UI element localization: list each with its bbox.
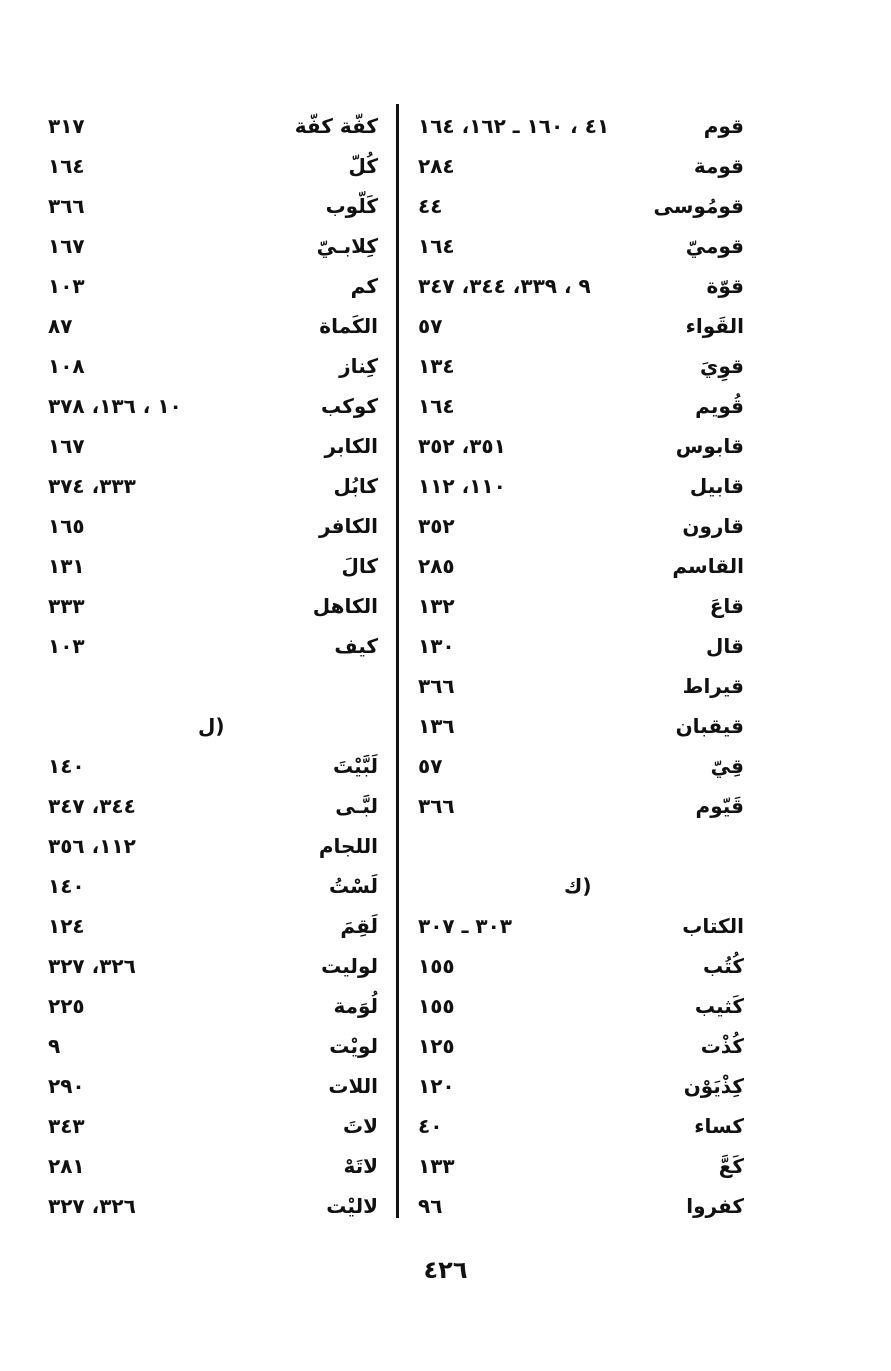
entry-page-refs: ١٥٥ [418,954,455,978]
index-entry [48,426,378,466]
entry-term: قيراط [682,674,744,698]
entry-page-refs: ٨٧ [48,314,73,338]
entry-term: كِلابـيّ [316,234,378,258]
index-entry [418,1066,744,1106]
entry-term: قِيّ [710,754,744,778]
index-entry [48,226,378,266]
entry-page-refs: ٩ ، ٣٣٩، ٣٤٤، ٣٤٧ [418,274,591,298]
index-entry [48,466,378,506]
entry-page-refs: ٤٠ [418,1114,443,1138]
entry-term: قَيّوم [695,794,744,818]
entry-term: كفّة كفّة [294,114,378,138]
index-entry [418,666,744,706]
index-entry [418,546,744,586]
entry-term: لَقِمَ [340,914,378,938]
entry-term: قوميّ [685,234,744,258]
index-entry [48,506,378,546]
entry-term: لويْت [329,1034,378,1058]
index-entry [48,826,378,866]
entry-page-refs: ١٢٠ [418,1074,455,1098]
index-entry [48,1186,378,1226]
entry-page-refs: ٩٦ [418,1194,443,1218]
index-entry [48,346,378,386]
column-divider [396,104,399,1218]
entry-page-refs: ٣٣٣، ٣٧٤ [48,474,136,498]
entry-page-refs: ١٢٤ [48,914,85,938]
entry-page-refs: ١٥٥ [418,994,455,1018]
entry-page-refs: ١٣١ [48,554,85,578]
entry-term: لُوَمة [333,994,378,1018]
entry-term: كَلّوب [325,194,378,218]
entry-page-refs: ١٠٣ [48,274,85,298]
entry-term: قومة [693,154,744,178]
entry-term: القاسم [672,554,744,578]
index-entry [418,106,744,146]
entry-term: كيف [334,634,378,658]
index-entry [418,1146,744,1186]
index-entry [418,146,744,186]
entry-term: كَعَّ [718,1154,744,1178]
entry-page-refs: ٤٤ [418,194,443,218]
entry-page-refs: ٣٦٦ [418,794,455,818]
entry-term: كوكب [321,394,378,418]
right-entries-second [418,906,744,1226]
index-entry [48,906,378,946]
index-entry [418,346,744,386]
section-label: (ك [564,874,592,898]
section-heading-lam [48,706,378,746]
index-entry [48,586,378,626]
entry-term: كفروا [686,1194,744,1218]
entry-term: قوِيَ [700,354,744,378]
entry-term: الكاهل [312,594,378,618]
entry-term: الكتاب [682,914,744,938]
entry-term: لَسْتُ [328,874,378,898]
entry-page-refs: ٢٢٥ [48,994,85,1018]
index-entry [418,706,744,746]
entry-page-refs: ٥٧ [418,754,443,778]
entry-page-refs: ٣٠٣ ـ ٣٠٧ [418,914,513,938]
entry-page-refs: ٢٨٤ [418,154,455,178]
entry-page-refs: ٩ [48,1034,61,1058]
entry-page-refs: ١٦٥ [48,514,85,538]
entry-page-refs: ٣٦٦ [418,674,455,698]
entry-term: قاعَ [709,594,744,618]
index-entry [48,266,378,306]
entry-term: قوم [703,114,744,138]
entry-term: لاتَهْ [343,1154,378,1178]
entry-term: قابوس [675,434,744,458]
index-entry [418,186,744,226]
spacer [48,666,378,706]
entry-page-refs: ١٣٤ [418,354,455,378]
index-entry [48,306,378,346]
section-label: (ل [198,714,225,738]
entry-page-refs: ١١٠، ١١٢ [418,474,506,498]
entry-term: قُويم [695,394,744,418]
entry-term: كالَ [341,554,378,578]
entry-page-refs: ٤١ ، ١٦٠ ـ ١٦٢، ١٦٤ [418,114,610,138]
entry-page-refs: ٣٦٦ [48,194,85,218]
entry-page-refs: ١٦٧ [48,434,85,458]
entry-page-refs: ١٤٠ [48,754,85,778]
entry-term: كِذْيَوْن [683,1074,744,1098]
entry-term: لَبَّيْتَ [332,754,378,778]
entry-term: الكَماة [319,314,378,338]
entry-page-refs: ١٠٣ [48,634,85,658]
entry-page-refs: ١٦٤ [418,234,455,258]
index-entry [48,186,378,226]
entry-page-refs: ٢٨٥ [418,554,455,578]
index-entry [48,1026,378,1066]
left-column [48,106,378,1226]
entry-term: لوليت [321,954,378,978]
entry-term: قوّة [706,274,744,298]
entry-page-refs: ٣٥٢ [418,514,455,538]
page-number: ٤٢٦ [423,1256,468,1284]
entry-page-refs: ١٤٠ [48,874,85,898]
index-entry [48,786,378,826]
index-entry [48,1146,378,1186]
index-entry [418,386,744,426]
entry-page-refs: ٣٣٣ [48,594,85,618]
spacer [418,826,744,866]
section-heading-kaf [418,866,744,906]
index-entry [48,1106,378,1146]
index-entry [48,546,378,586]
entry-page-refs: ٢٨١ [48,1154,85,1178]
entry-term: كُلّ [348,154,378,178]
index-entry [48,106,378,146]
index-entry [418,586,744,626]
entry-term: كَثيب [694,994,744,1018]
entry-term: لاتَ [343,1114,378,1138]
entry-page-refs: ٣٤٣ [48,1114,85,1138]
entry-term: كِناز [339,354,378,378]
index-entry [418,1106,744,1146]
left-entries-second [48,746,378,1226]
entry-term: الكافر [318,514,378,538]
index-entry [418,626,744,666]
index-entry [418,906,744,946]
index-entry [48,1066,378,1106]
right-column [418,106,744,1226]
entry-page-refs: ٣١٧ [48,114,85,138]
entry-term: كُتُب [703,954,744,978]
index-entry [418,946,744,986]
entry-page-refs: ٥٧ [418,314,443,338]
index-entry [48,626,378,666]
index-entry [48,146,378,186]
entry-term: كابُل [333,474,378,498]
entry-page-refs: ١٦٤ [48,154,85,178]
entry-page-refs: ١٢٥ [418,1034,455,1058]
entry-page-refs: ١٣٢ [418,594,455,618]
entry-page-refs: ١٣٣ [418,1154,455,1178]
index-entry [418,786,744,826]
entry-page-refs: ٢٩٠ [48,1074,85,1098]
entry-term: اللجام [318,834,378,858]
index-entry [418,426,744,466]
index-entry [418,746,744,786]
entry-term: كم [350,274,378,298]
index-entry [48,986,378,1026]
entry-term: اللات [328,1074,378,1098]
right-entries-first [418,106,744,826]
index-entry [418,506,744,546]
entry-term: قارون [682,514,744,538]
entry-term: كساء [694,1114,744,1138]
entry-term: لبَّـى [335,794,378,818]
index-entry [418,986,744,1026]
entry-page-refs: ٣٥١، ٣٥٢ [418,434,506,458]
entry-page-refs: ١٦٧ [48,234,85,258]
entry-page-refs: ١٣٦ [418,714,455,738]
index-entry [418,466,744,506]
entry-page-refs: ١٠٨ [48,354,85,378]
entry-term: كُذْت [700,1034,744,1058]
index-entry [418,266,744,306]
entry-page-refs: ١١٢، ٣٥٦ [48,834,136,858]
entry-term: الكابر [324,434,378,458]
entry-term: لاليْت [326,1194,378,1218]
entry-term: قومُوسى [653,194,744,218]
left-entries-first [48,106,378,666]
entry-page-refs: ٣٢٦، ٣٢٧ [48,954,136,978]
index-entry [418,1186,744,1226]
index-entry [418,226,744,266]
entry-page-refs: ٣٢٦، ٣٢٧ [48,1194,136,1218]
entry-page-refs: ١٣٠ [418,634,455,658]
index-entry [418,1026,744,1066]
index-entry [418,306,744,346]
entry-term: قال [706,634,744,658]
index-entry [48,946,378,986]
entry-page-refs: ٣٤٤، ٣٤٧ [48,794,136,818]
entry-page-refs: ١٠ ، ١٣٦، ٣٧٨ [48,394,182,418]
entry-page-refs: ١٦٤ [418,394,455,418]
index-entry [48,746,378,786]
entry-term: قيقبان [675,714,744,738]
entry-term: قابيل [689,474,744,498]
index-entry [48,866,378,906]
index-entry [48,386,378,426]
entry-term: القَواء [685,314,744,338]
